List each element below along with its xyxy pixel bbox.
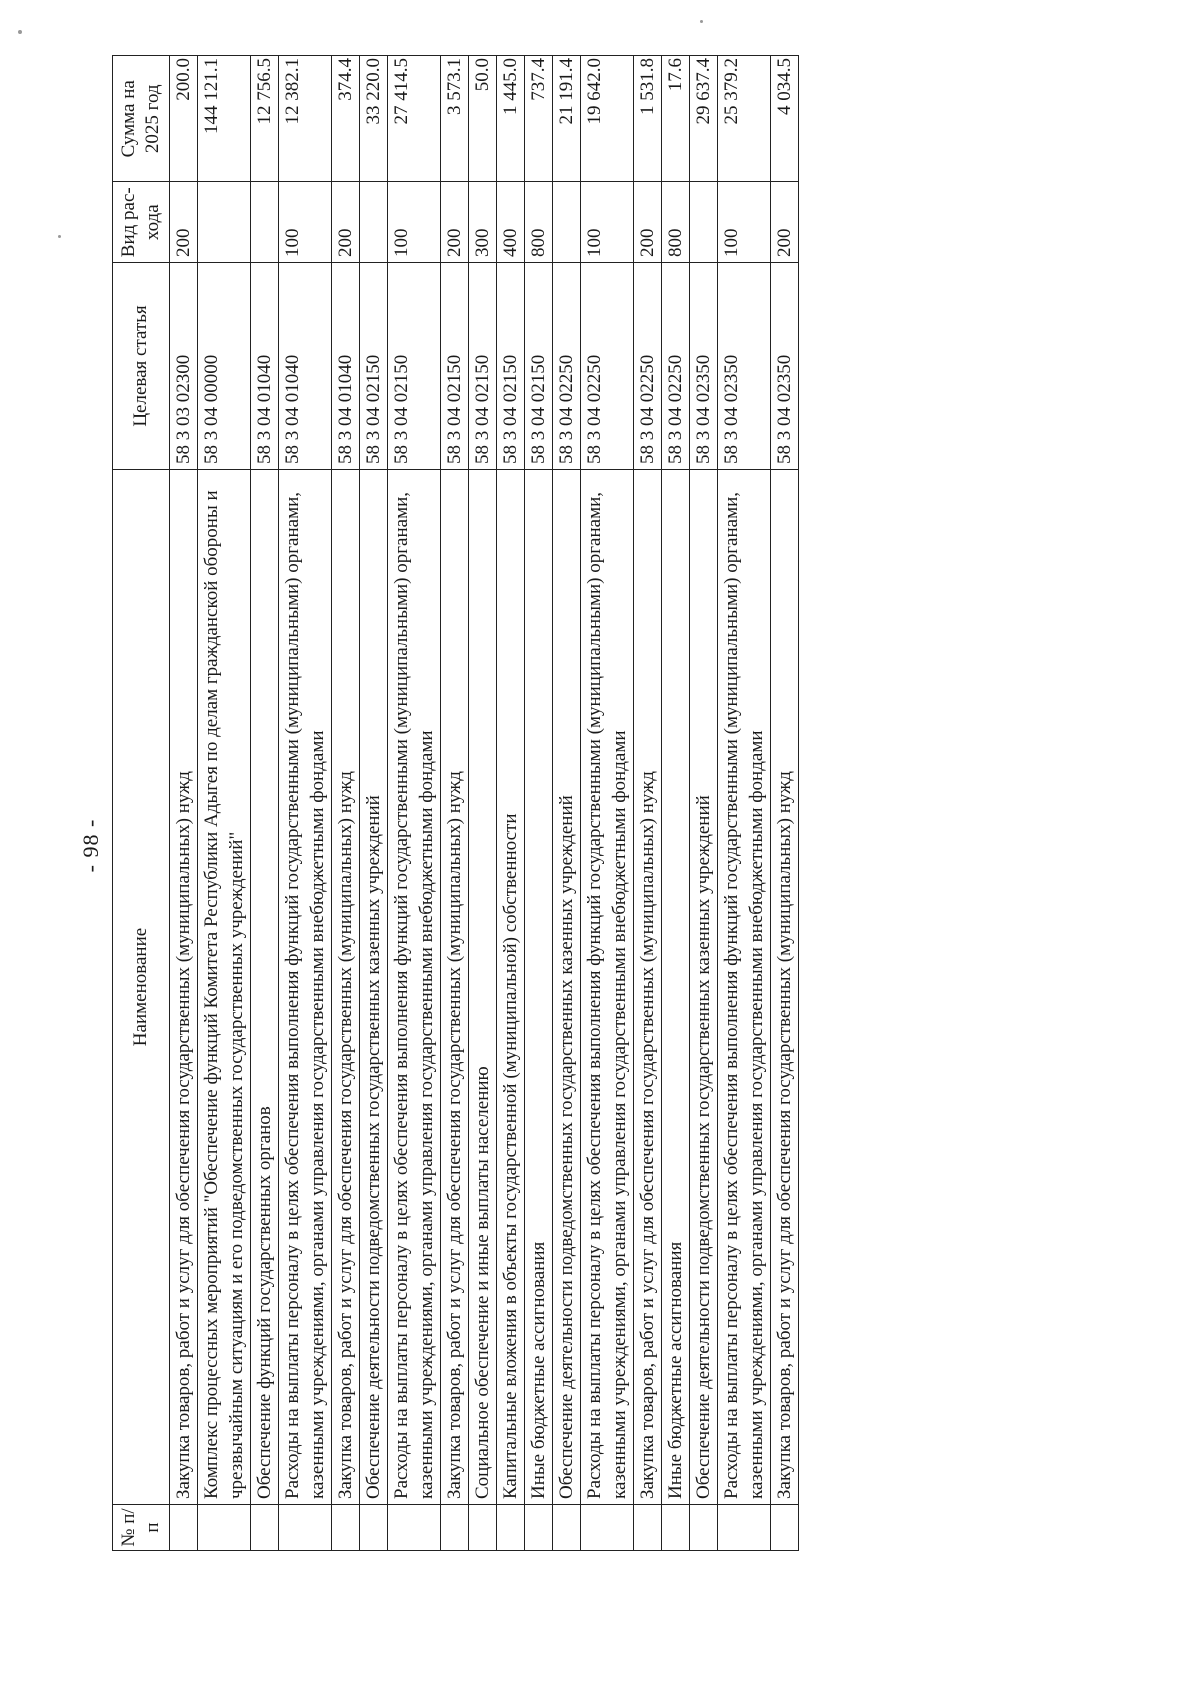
table-row <box>497 56 525 1551</box>
row-sum: 17.6 <box>662 56 690 183</box>
row-num <box>525 1505 553 1551</box>
row-name: Закупка товаров, работ и услуг для обеспечения государственных (муниципальных) нужд <box>332 470 360 1505</box>
header-sum: Сумма на 2025 год <box>113 56 170 183</box>
row-num <box>251 1505 279 1551</box>
row-sum: 737.4 <box>525 56 553 183</box>
row-num <box>170 1505 198 1551</box>
row-expense-kind: 100 <box>388 182 441 263</box>
row-name: Обеспечение деятельности подведомственных государственных казенных учреждений <box>690 470 718 1505</box>
table-row <box>634 56 662 1551</box>
row-name: Обеспечение деятельности подведомственных государственных казенных учреждений <box>360 470 388 1505</box>
row-num <box>279 1505 332 1551</box>
table-header <box>113 56 170 1551</box>
table-row <box>170 56 198 1551</box>
row-sum: 19 642.0 <box>581 56 634 183</box>
row-num <box>198 1505 251 1551</box>
row-expense-kind: 100 <box>718 182 771 263</box>
row-target-article: 58 3 04 02350 <box>771 263 799 470</box>
row-num <box>690 1505 718 1551</box>
row-sum: 374.4 <box>332 56 360 183</box>
row-expense-kind <box>690 182 718 263</box>
row-num <box>469 1505 497 1551</box>
row-name: Иные бюджетные ассигнования <box>662 470 690 1505</box>
row-sum: 25 379.2 <box>718 56 771 183</box>
row-target-article: 58 3 04 02250 <box>662 263 690 470</box>
row-name: Обеспечение деятельности подведомственных государственных казенных учреждений <box>553 470 581 1505</box>
header-target: Целевая статья <box>113 263 170 470</box>
row-expense-kind: 300 <box>469 182 497 263</box>
row-name: Социальное обеспечение и иные выплаты населению <box>469 470 497 1505</box>
row-name: Иные бюджетные ассигнования <box>525 470 553 1505</box>
row-expense-kind: 200 <box>332 182 360 263</box>
table-row <box>771 56 799 1551</box>
row-expense-kind: 100 <box>581 182 634 263</box>
row-num <box>497 1505 525 1551</box>
row-sum: 1 445.0 <box>497 56 525 183</box>
row-target-article: 58 3 04 00000 <box>198 263 251 470</box>
row-target-article: 58 3 04 02150 <box>525 263 553 470</box>
table-row <box>388 56 441 1551</box>
row-sum: 27 414.5 <box>388 56 441 183</box>
row-num <box>718 1505 771 1551</box>
table-row <box>441 56 469 1551</box>
budget-table-container <box>112 55 799 1551</box>
page-number: - 98 - <box>78 818 103 873</box>
row-target-article: 58 3 04 02350 <box>718 263 771 470</box>
row-expense-kind: 200 <box>170 182 198 263</box>
row-name: Расходы на выплаты персоналу в целях обеспечения выполнения функций государственными (муниципальными) органами, казенными учреждениями, органами управления государственными внебюджетными фондами <box>279 470 332 1505</box>
row-expense-kind: 200 <box>634 182 662 263</box>
row-expense-kind: 200 <box>771 182 799 263</box>
row-target-article: 58 3 03 02300 <box>170 263 198 470</box>
row-target-article: 58 3 04 02150 <box>497 263 525 470</box>
row-name: Расходы на выплаты персоналу в целях обеспечения выполнения функций государственными (муниципальными) органами, казенными учреждениями, органами управления государственными внебюджетными фондами <box>581 470 634 1505</box>
row-target-article: 58 3 04 01040 <box>279 263 332 470</box>
row-expense-kind: 400 <box>497 182 525 263</box>
row-sum: 144 121.1 <box>198 56 251 183</box>
row-num <box>662 1505 690 1551</box>
row-sum: 50.0 <box>469 56 497 183</box>
row-num <box>581 1505 634 1551</box>
row-num <box>634 1505 662 1551</box>
row-target-article: 58 3 04 02250 <box>553 263 581 470</box>
row-name: Расходы на выплаты персоналу в целях обеспечения выполнения функций государственными (муниципальными) органами, казенными учреждениями, органами управления государственными внебюджетными фондами <box>718 470 771 1505</box>
row-target-article: 58 3 04 02350 <box>690 263 718 470</box>
row-sum: 33 220.0 <box>360 56 388 183</box>
row-sum: 3 573.1 <box>441 56 469 183</box>
table-row <box>332 56 360 1551</box>
row-target-article: 58 3 04 01040 <box>251 263 279 470</box>
table-row <box>251 56 279 1551</box>
table-row <box>553 56 581 1551</box>
row-name: Закупка товаров, работ и услуг для обеспечения государственных (муниципальных) нужд <box>170 470 198 1505</box>
row-expense-kind <box>553 182 581 263</box>
row-sum: 12 382.1 <box>279 56 332 183</box>
row-sum: 1 531.8 <box>634 56 662 183</box>
table-row <box>279 56 332 1551</box>
row-name: Закупка товаров, работ и услуг для обеспечения государственных (муниципальных) нужд <box>634 470 662 1505</box>
row-sum: 29 637.4 <box>690 56 718 183</box>
row-num <box>388 1505 441 1551</box>
row-name: Обеспечение функций государственных органов <box>251 470 279 1505</box>
table-row <box>525 56 553 1551</box>
row-sum: 4 034.5 <box>771 56 799 183</box>
row-expense-kind: 800 <box>525 182 553 263</box>
table-row <box>581 56 634 1551</box>
row-name: Закупка товаров, работ и услуг для обеспечения государственных (муниципальных) нужд <box>771 470 799 1505</box>
row-sum: 21 191.4 <box>553 56 581 183</box>
header-row <box>113 56 170 1551</box>
row-name: Закупка товаров, работ и услуг для обеспечения государственных (муниципальных) нужд <box>441 470 469 1505</box>
row-target-article: 58 3 04 02150 <box>360 263 388 470</box>
table-body <box>170 56 799 1551</box>
row-num <box>332 1505 360 1551</box>
row-expense-kind <box>251 182 279 263</box>
table-row <box>198 56 251 1551</box>
table-row <box>360 56 388 1551</box>
row-num <box>553 1505 581 1551</box>
row-target-article: 58 3 04 02150 <box>388 263 441 470</box>
table-row <box>469 56 497 1551</box>
row-name: Капитальные вложения в объекты государственной (муниципальной) собственности <box>497 470 525 1505</box>
header-name: Наименование <box>113 470 170 1505</box>
header-num: № п/п <box>113 1505 170 1551</box>
table-row <box>690 56 718 1551</box>
header-kind: Вид рас-хода <box>113 182 170 263</box>
row-expense-kind: 100 <box>279 182 332 263</box>
scan-speck <box>58 235 61 238</box>
row-sum: 12 756.5 <box>251 56 279 183</box>
row-expense-kind <box>198 182 251 263</box>
row-expense-kind: 200 <box>441 182 469 263</box>
scan-speck <box>700 20 703 23</box>
row-name: Комплекс процессных мероприятий "Обеспечение функций Комитета Республики Адыгея по делам гражданской обороны и чрезвычайным ситуациям и его подведомственных государственных учреждений" <box>198 470 251 1505</box>
row-num <box>771 1505 799 1551</box>
row-target-article: 58 3 04 02250 <box>634 263 662 470</box>
row-expense-kind <box>360 182 388 263</box>
row-name: Расходы на выплаты персоналу в целях обеспечения выполнения функций государственными (муниципальными) органами, казенными учреждениями, органами управления государственными внебюджетными фондами <box>388 470 441 1505</box>
row-num <box>360 1505 388 1551</box>
row-target-article: 58 3 04 02250 <box>581 263 634 470</box>
row-num <box>441 1505 469 1551</box>
table-row <box>718 56 771 1551</box>
budget-table <box>112 55 799 1551</box>
row-expense-kind: 800 <box>662 182 690 263</box>
row-target-article: 58 3 04 01040 <box>332 263 360 470</box>
row-sum: 200.0 <box>170 56 198 183</box>
row-target-article: 58 3 04 02150 <box>441 263 469 470</box>
table-row <box>662 56 690 1551</box>
row-target-article: 58 3 04 02150 <box>469 263 497 470</box>
scan-speck <box>18 30 22 34</box>
